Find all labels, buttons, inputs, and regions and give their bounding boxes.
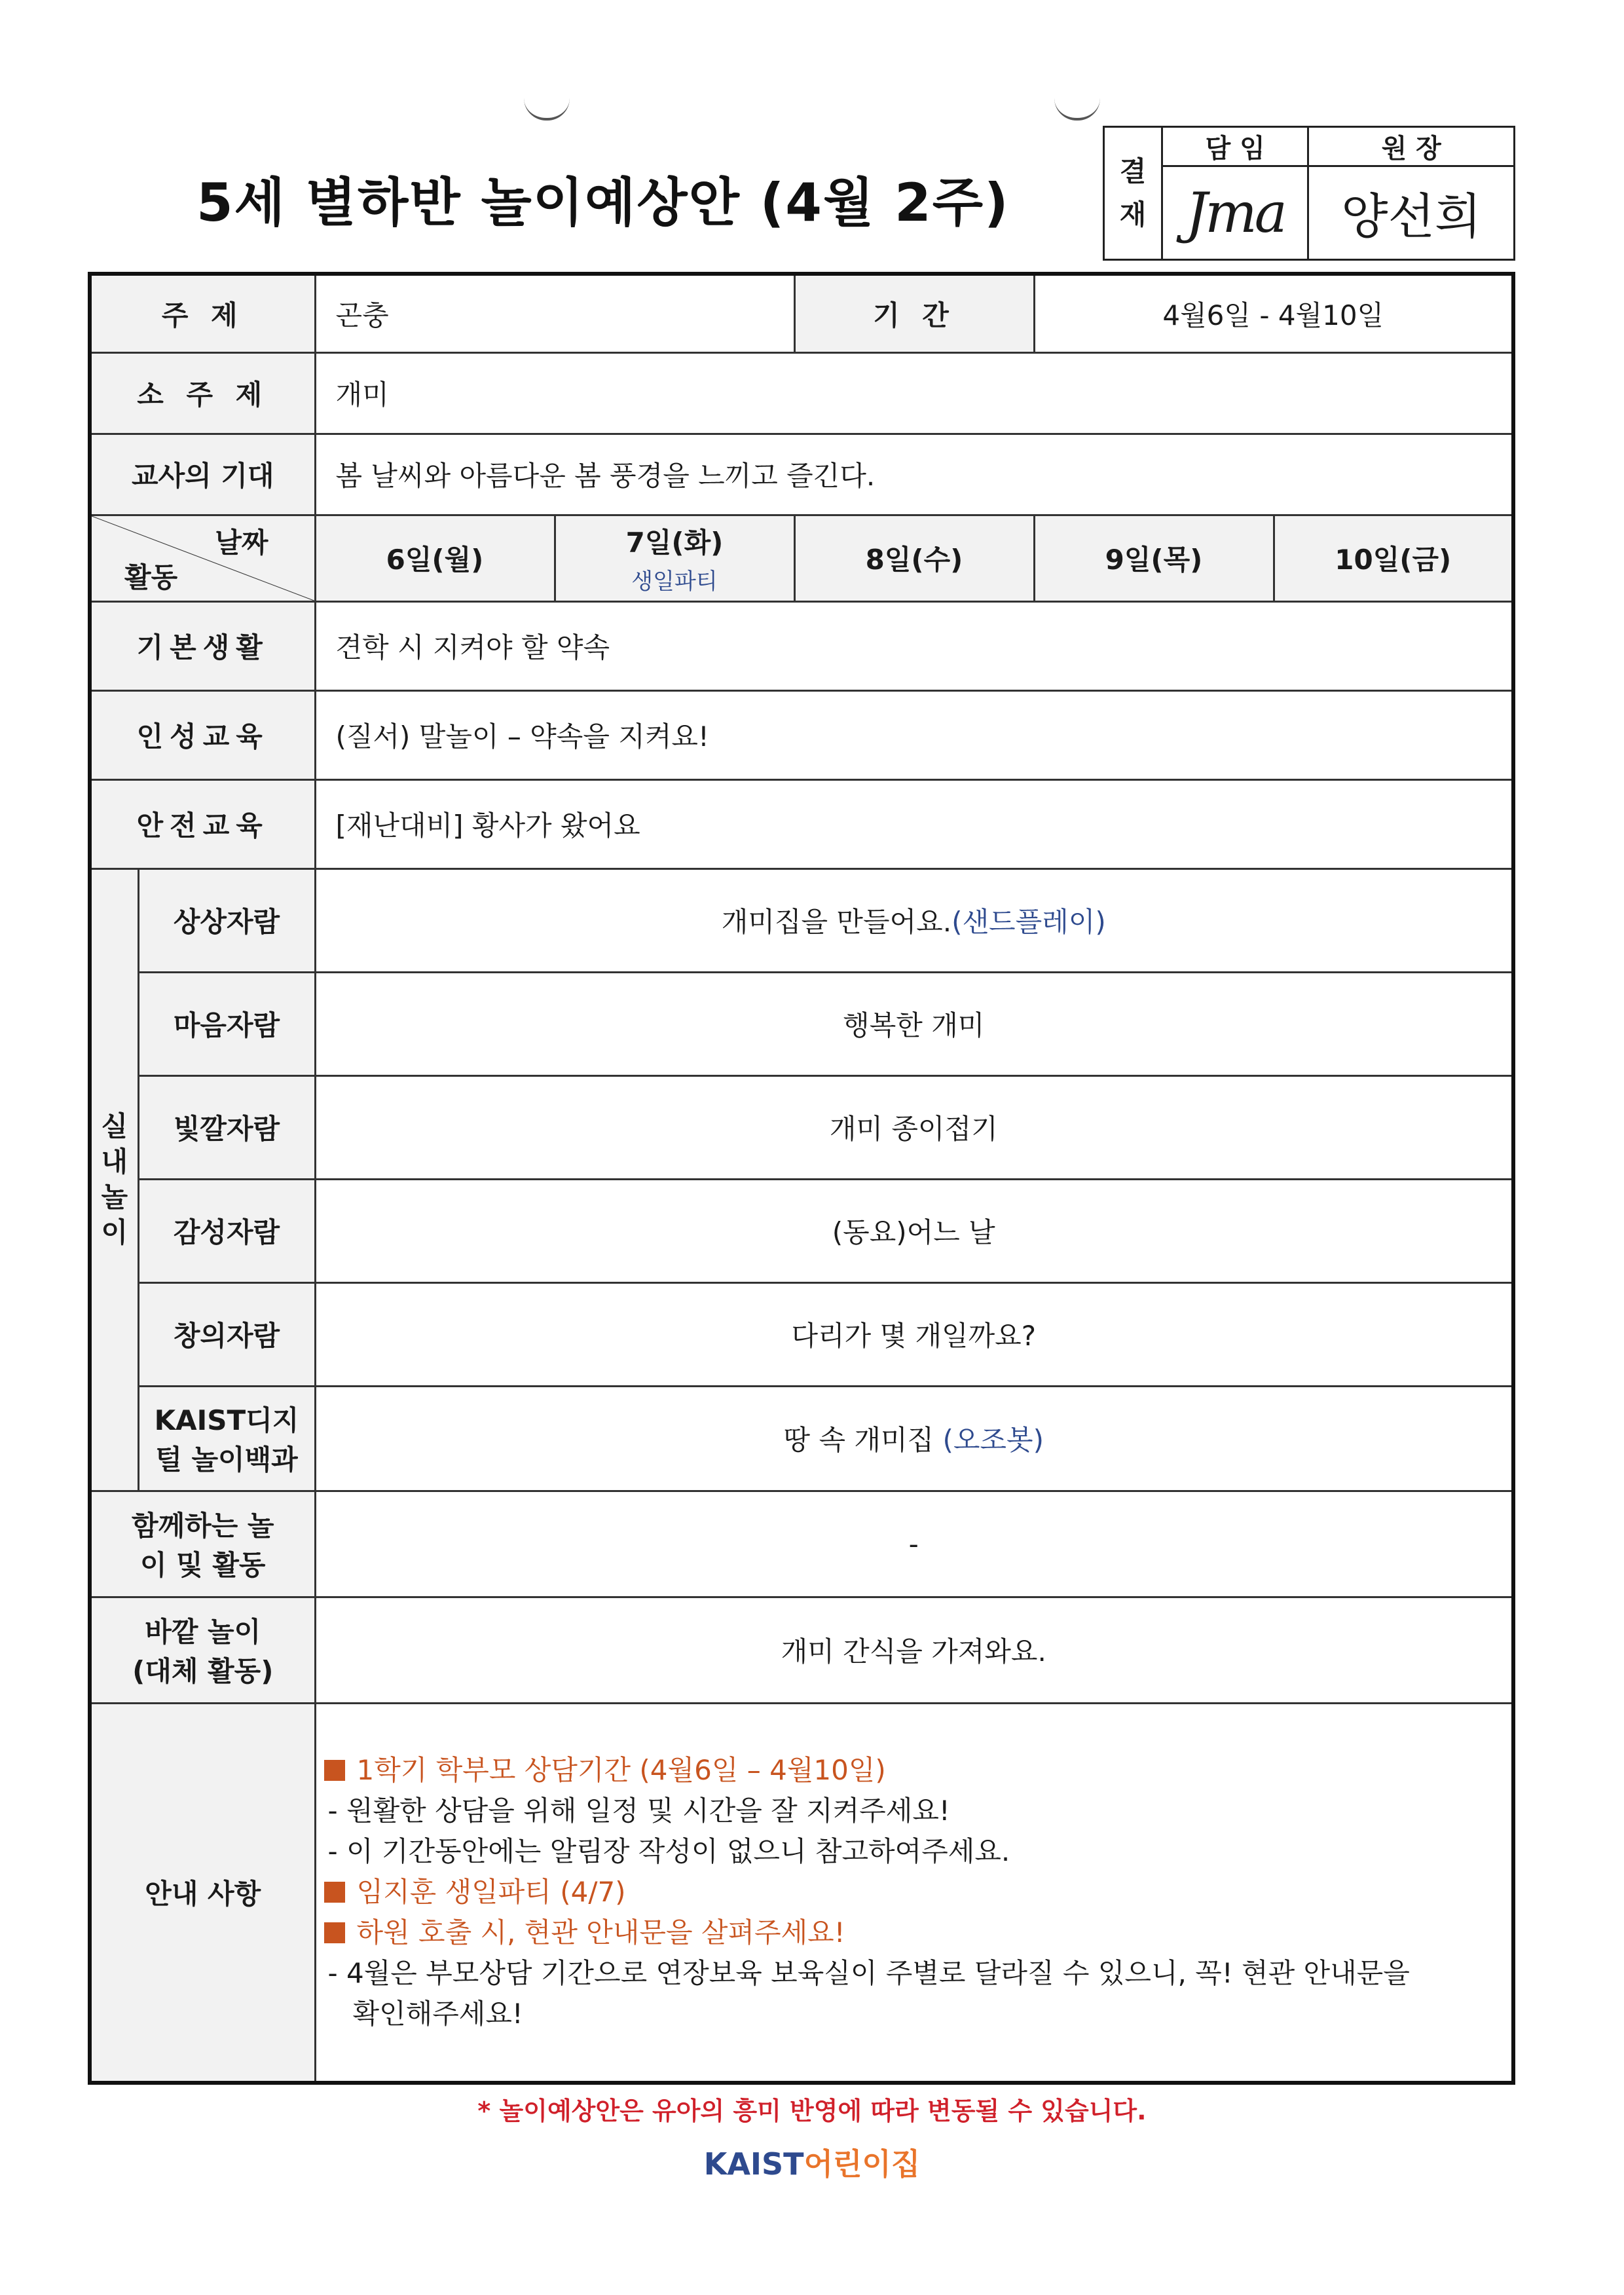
director-signature: 양선희: [1308, 166, 1515, 260]
notice-heading: 임지훈 생일파티 (4/7): [324, 1872, 1504, 1912]
notice-content: [315, 1703, 1513, 2083]
approval-box: [1103, 126, 1515, 261]
period-value: 4월6일 - 4월10일: [1034, 274, 1513, 352]
indoor-area-name: 마음자람: [138, 972, 315, 1075]
footnote: * 놀이예상안은 유아의 흥미 반영에 따라 변동될 수 있습니다.: [477, 2097, 1147, 2125]
bullet-square-icon: [324, 1760, 345, 1781]
indoor-area-name: 창의자람: [138, 1282, 315, 1386]
teacher-signature: Jma: [1162, 166, 1308, 260]
indoor-area-value: (동요)어느 날: [315, 1179, 1513, 1282]
together-play-label: 함께하는 놀이 및 활동: [90, 1491, 315, 1597]
bullet-square-icon: [324, 1882, 345, 1903]
bullet-square-icon: [324, 1922, 345, 1943]
day-header-5: 10일(금): [1274, 515, 1513, 601]
day-header-1: 6일(월): [315, 515, 555, 601]
day-header-4: 9일(목): [1034, 515, 1274, 601]
indoor-play-label: 실내놀이: [90, 868, 138, 1491]
outdoor-play-value: 개미 간식을 가져와요.: [315, 1597, 1513, 1703]
expectation-label: 교사의 기대: [90, 434, 315, 515]
indoor-area-value: 땅 속 개미집 (오조봇): [315, 1386, 1513, 1491]
outdoor-play-label: 바깥 놀이 (대체 활동): [90, 1597, 315, 1703]
date-activity-header: [90, 515, 315, 601]
activity-label: 활동: [124, 561, 178, 593]
day-header-2: 7일(화) 생일파티: [555, 515, 794, 601]
indoor-area-name: KAIST디지털 놀이백과: [138, 1386, 315, 1491]
notice-line-continued: 확인해주세요!: [352, 1998, 523, 2030]
day-header-3: 8일(수): [794, 515, 1034, 601]
indoor-area-name: 감성자람: [138, 1179, 315, 1282]
character-edu-label: 인성교육: [90, 690, 315, 779]
basic-life-value: 견학 시 지켜야 할 약속: [315, 601, 1513, 690]
indoor-area-value: 다리가 몇 개일까요?: [315, 1282, 1513, 1386]
notice-label: 안내 사항: [90, 1703, 315, 2083]
date-label: 날짜: [215, 526, 268, 559]
theme-label: 주 제: [90, 274, 315, 352]
approval-label: 결재: [1104, 127, 1162, 260]
subtheme-value: 개미: [315, 352, 1513, 434]
expectation-value: 봄 날씨와 아름다운 봄 풍경을 느끼고 즐긴다.: [315, 434, 1513, 515]
together-play-value: -: [315, 1491, 1513, 1597]
notice-line: - 원활한 상담을 위해 일정 및 시간을 잘 지켜주세요!: [327, 1795, 950, 1827]
approval-director-header: 원 장: [1308, 127, 1515, 166]
approval-teacher-header: 담 임: [1162, 127, 1308, 166]
punch-hole-right: [1054, 98, 1100, 121]
notice-line: - 4월은 부모상담 기간으로 연장보육 보육실이 주별로 달라질 수 있으니, 꼭! 현관 안내문을: [327, 1957, 1410, 1990]
safety-edu-value: [재난대비] 황사가 왔어요: [315, 779, 1513, 868]
page-title: 5세 별하반 놀이예상안 (4월 2주): [196, 172, 1010, 233]
notice-line: - 이 기간동안에는 알림장 작성이 없으니 참고하여주세요.: [327, 1835, 1010, 1868]
kaist-logo: KAIST어린이집: [703, 2146, 921, 2182]
day-note: 생일파티: [631, 568, 718, 595]
indoor-area-value: 개미 종이접기: [315, 1075, 1513, 1179]
indoor-area-value: 행복한 개미: [315, 972, 1513, 1075]
basic-life-label: 기본생활: [90, 601, 315, 690]
plan-table: [88, 272, 1515, 2085]
indoor-area-name: 상상자람: [138, 868, 315, 972]
subtheme-label: 소 주 제: [90, 352, 315, 434]
indoor-area-value: 개미집을 만들어요.(샌드플레이): [315, 868, 1513, 972]
period-label: 기 간: [794, 274, 1034, 352]
punch-hole-left: [524, 98, 570, 121]
character-edu-value: (질서) 말놀이 – 약속을 지켜요!: [315, 690, 1513, 779]
theme-value: 곤충: [315, 274, 794, 352]
safety-edu-label: 안전교육: [90, 779, 315, 868]
indoor-area-name: 빛깔자람: [138, 1075, 315, 1179]
notice-heading: 하원 호출 시, 현관 안내문을 살펴주세요!: [324, 1912, 1504, 1953]
notice-heading: 1학기 학부모 상담기간 (4월6일 – 4월10일): [324, 1750, 1504, 1791]
